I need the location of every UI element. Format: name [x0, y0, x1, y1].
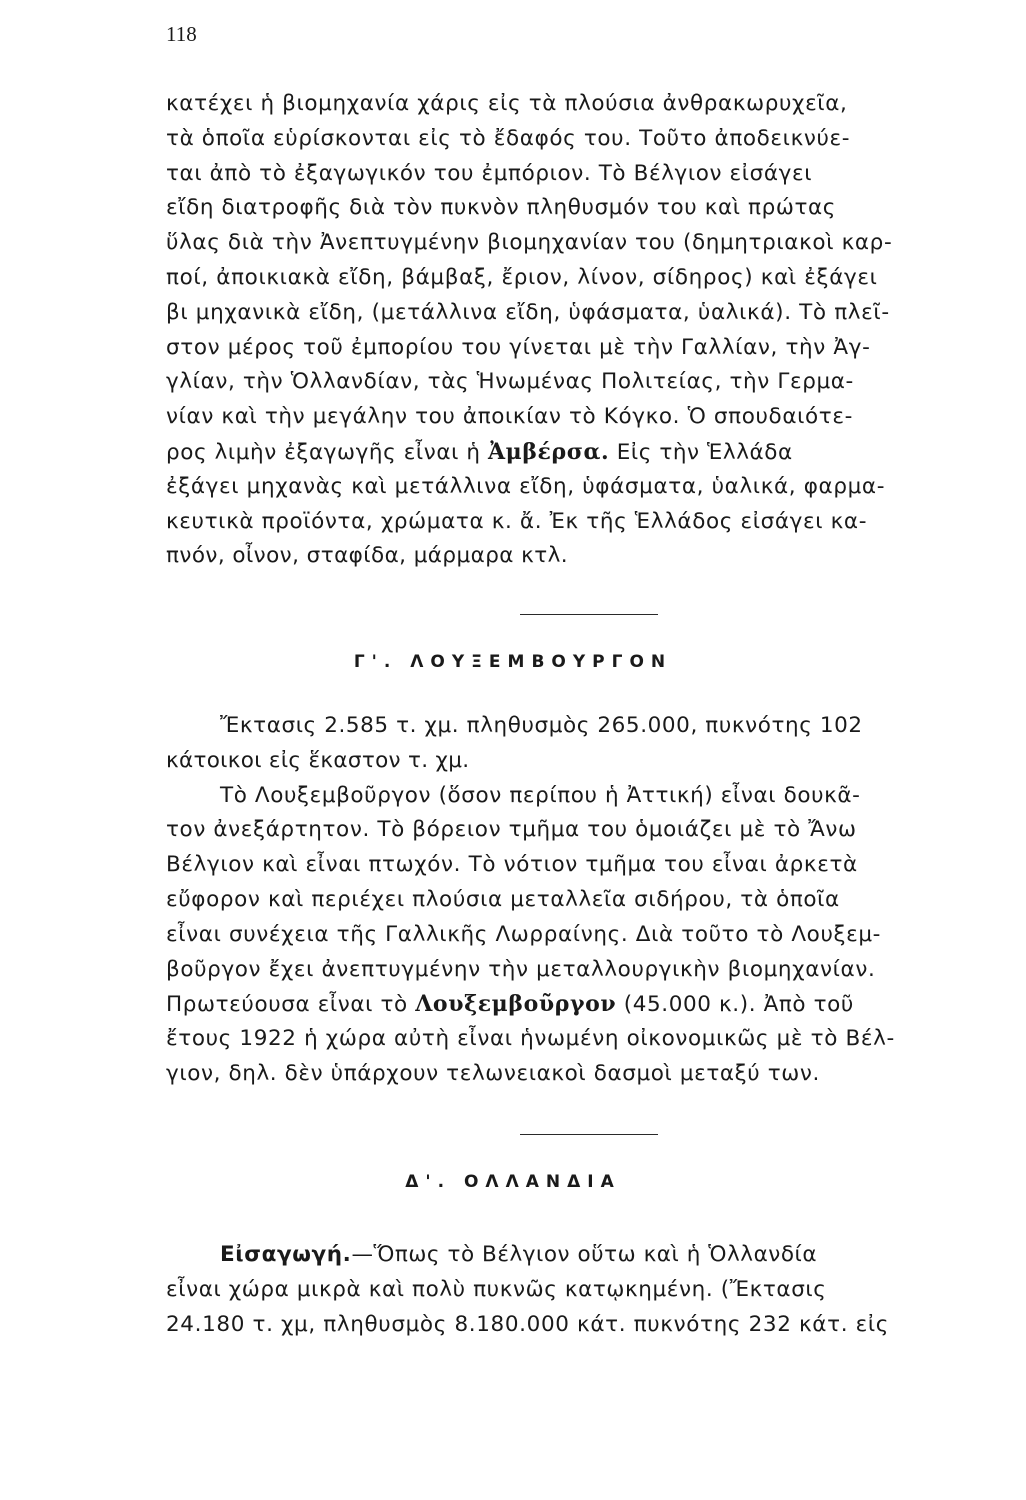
luxembourg-text-block	[166, 709, 1026, 1092]
netherlands-text-block	[166, 1238, 1026, 1342]
text-line: εἶναι συνέχεια τῆς Γαλλικῆς Λωρραίνης. Διὰ τοῦτο τὸ Λουξεμ-	[166, 921, 882, 947]
text-line: κάτοικοι εἰς ἕκαστον τ. χμ.	[166, 747, 470, 773]
text-line: ἐξάγει μηχανὰς καὶ μετάλλινα εἴδη, ὑφάσματα, ὑαλικά, φαρμα-	[166, 473, 886, 499]
text-fragment: (45.000 κ.). Ἀπὸ τοῦ	[616, 992, 854, 1018]
text-line: εἶναι χώρα μικρὰ καὶ πολὺ πυκνῶς κατῳκημένη. (Ἔκτασις	[166, 1276, 827, 1302]
text-line: τὰ ὁποῖα εὑρίσκονται εἰς τὸ ἔδαφός του. Τοῦτο ἀποδεικνύε-	[166, 125, 851, 151]
text-line: ται ἀπὸ τὸ ἐξαγωγικόν του ἐμπόριον. Τὸ Βέλγιον εἰσάγει	[166, 160, 813, 186]
text-line: πνόν, οἶνον, σταφίδα, μάρμαρα κτλ.	[166, 543, 569, 569]
text-fragment: —Ὅπως τὸ Βέλγιον οὕτω καὶ ἡ Ὁλλανδία	[351, 1242, 818, 1267]
text-line: Τὸ Λουξεμβοῦργον (ὅσον περίπου ἡ Ἀττική) εἶναι δουκᾶ-	[220, 782, 861, 808]
heading-luxembourg: Γ'. ΛΟΥΞΕΜΒΟΥΡΓΟΝ	[353, 652, 673, 672]
text-line: γλίαν, τὴν Ὁλλανδίαν, τὰς Ἡνωμένας Πολιτείας, τὴν Γερμα-	[166, 369, 854, 395]
text-line: εἴδη διατροφῆς διὰ τὸν πυκνὸν πληθυσμόν του καὶ πρώτας	[166, 195, 837, 221]
text-line: Ἔκτασις 2.585 τ. χμ. πληθυσμὸς 265.000, πυκνότης 102	[220, 713, 863, 738]
intro-bold-term: Εἰσαγωγή.	[220, 1242, 352, 1267]
text-line: κατέχει ἡ βιομηχανία χάρις εἰς τὰ πλούσια ἀνθρακωρυχεῖα,	[166, 91, 848, 116]
text-line: ὕλας διὰ τὴν Ἀνεπτυγμένην βιομηχανίαν του (δημητριακοὶ καρ-	[166, 230, 893, 256]
text-line: ποί, ἀποικιακὰ εἴδη, βάμβαξ, ἔριον, λίνον, σίδηρος) καὶ ἐξάγει	[166, 264, 878, 290]
text-line-intro	[166, 1238, 1026, 1273]
text-line: εὔφορον καὶ περιέχει πλούσια μεταλλεῖα σιδήρου, τὰ ὁποῖα	[166, 886, 840, 912]
text-line: νίαν καὶ τὴν μεγάλην του ἀποικίαν τὸ Κόγκο. Ὁ σπουδαιότε-	[166, 404, 853, 430]
text-line: Βέλγιον καὶ εἶναι πτωχόν. Τὸ νότιον τμῆμα του εἶναι ἀρκετὰ	[166, 852, 858, 878]
text-line: 24.180 τ. χμ, πληθυσμὸς 8.180.000 κάτ. πυκνότης 232 κάτ. εἰς	[166, 1311, 890, 1337]
text-line: ἔτους 1922 ἡ χώρα αὐτὴ εἶναι ἡνωμένη οἰκονομικῶς μὲ τὸ Βέλ-	[166, 1026, 895, 1052]
text-line: γιον, δηλ. δὲν ὑπάρχουν τελωνειακοὶ δασμοὶ μεταξύ των.	[166, 1060, 820, 1086]
antwerp-bold-term: Ἀμβέρσα.	[488, 438, 610, 465]
text-line-capital	[166, 987, 1026, 1022]
section-divider	[520, 1134, 658, 1135]
text-line-antwerp	[166, 435, 1026, 470]
text-line: τον ἀνεξάρτητον. Τὸ βόρειον τμῆμα του ὁμοιάζει μὲ τὸ Ἄνω	[166, 817, 857, 843]
text-line: βι μηχανικὰ εἴδη, (μετάλλινα εἴδη, ὑφάσματα, ὑαλικά). Τὸ πλεῖ-	[166, 299, 890, 325]
text-line: στον μέρος τοῦ ἐμπορίου του γίνεται μὲ τὴν Γαλλίαν, τὴν Ἀγ-	[166, 334, 871, 360]
text-fragment: Εἰς τὴν Ἑλλάδα	[609, 439, 793, 465]
page-number: 118	[166, 22, 197, 46]
belgium-text-block	[166, 87, 1026, 574]
text-fragment: Πρωτεύουσα εἶναι τὸ	[166, 992, 416, 1018]
heading-netherlands: Δ'. ΟΛΛΑΝΔΙΑ	[405, 1172, 621, 1192]
text-line: βοῦργον ἔχει ἀνεπτυγμένην τὴν μεταλλουργικὴν βιομηχανίαν.	[166, 956, 876, 982]
luxembourg-bold-term: Λουξεμβοῦργον	[415, 991, 617, 1018]
text-fragment: ρος λιμὴν ἐξαγωγῆς εἶναι ἡ	[166, 439, 489, 465]
text-line: κευτικὰ προϊόντα, χρώματα κ. ἄ. Ἐκ τῆς Ἑλλάδος εἰσάγει κα-	[166, 508, 868, 534]
section-divider	[520, 614, 658, 615]
